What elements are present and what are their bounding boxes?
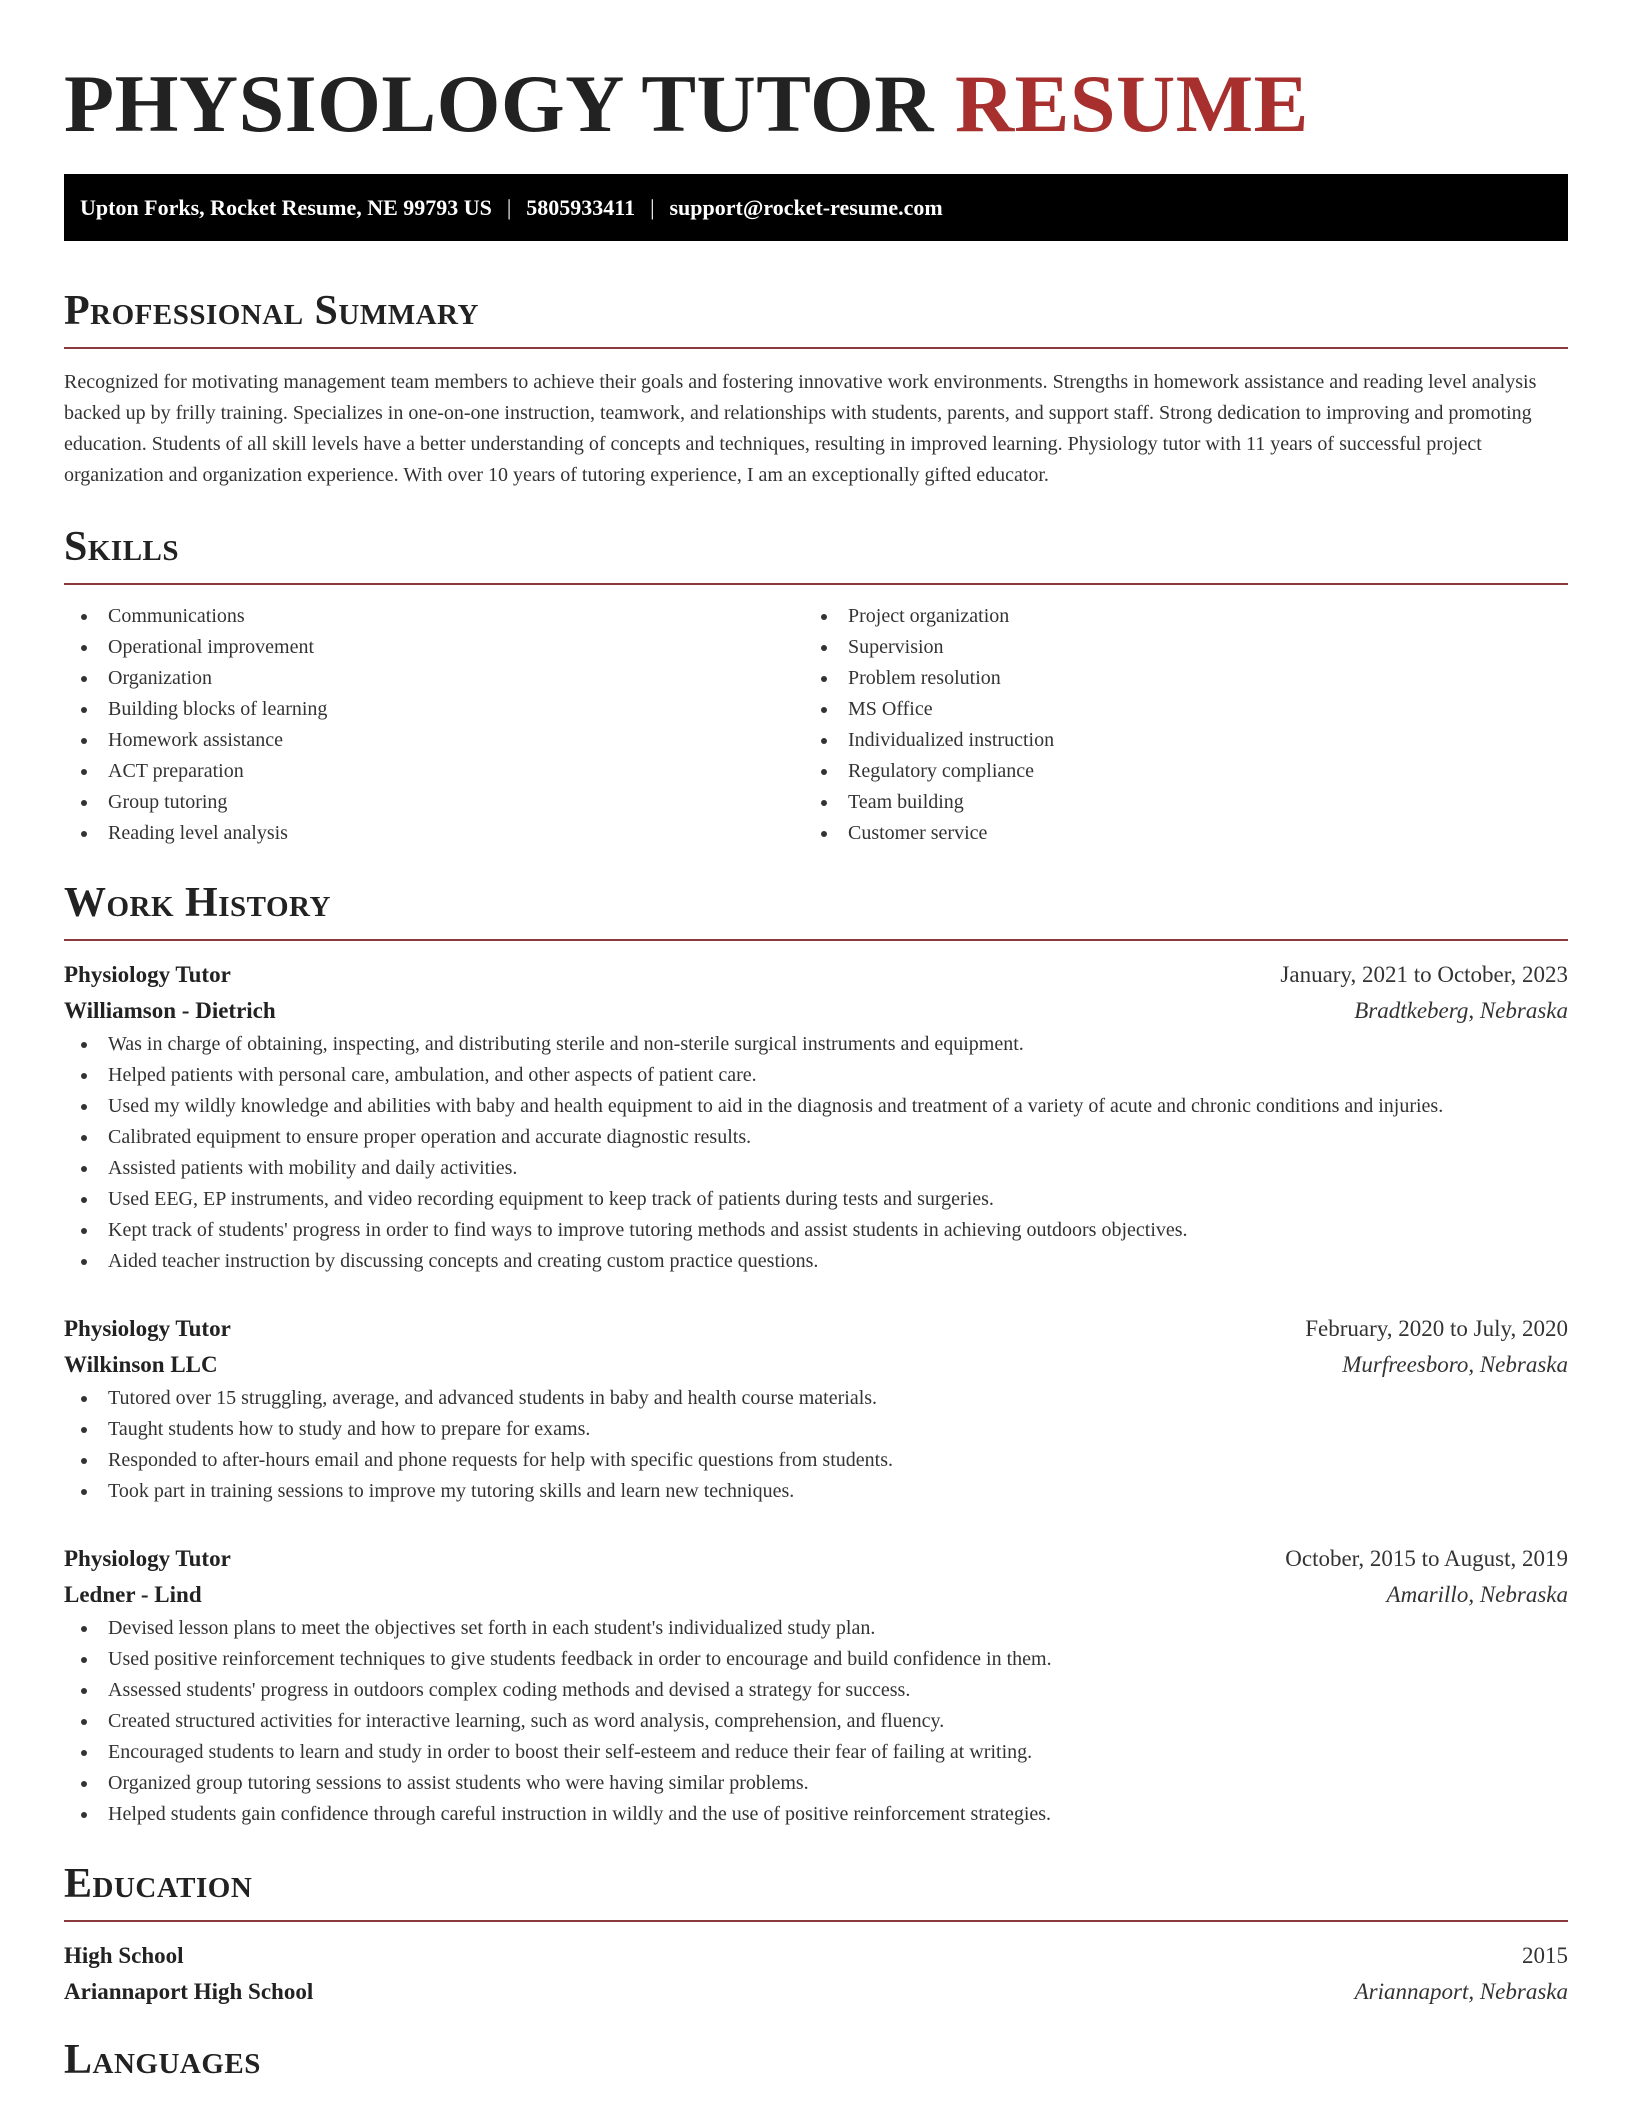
education-school: Ariannaport High School [64, 1979, 314, 2004]
job-bullet: Encouraged students to learn and study in order to boost their self-esteem and reduce their fear of failing at writing. [64, 1737, 1568, 1768]
skill-item: Individualized instruction [804, 725, 1544, 756]
job-bullet: Assisted patients with mobility and daily activities. [64, 1153, 1568, 1184]
job-bullet: Kept track of students' progress in order to find ways to improve tutoring methods and assist students in achieving outdoors objectives. [64, 1215, 1568, 1246]
contact-address: Upton Forks, Rocket Resume, NE 99793 US [80, 194, 492, 220]
job-bullet: Used positive reinforcement techniques to give students feedback in order to encourage and build confidence in them. [64, 1644, 1568, 1675]
job-bullet: Taught students how to study and how to prepare for exams. [64, 1414, 1568, 1445]
section-divider [64, 1920, 1568, 1922]
job-location: Murfreesboro, Nebraska [1342, 1352, 1568, 1377]
section-divider [64, 939, 1568, 941]
job-bullet: Assessed students' progress in outdoors complex coding methods and devised a strategy for success. [64, 1675, 1568, 1706]
job-title-row [64, 957, 1568, 993]
contact-separator: | [506, 194, 512, 220]
job-location: Amarillo, Nebraska [1386, 1582, 1568, 1607]
job-title-row [64, 1541, 1568, 1577]
job-company: Ledner - Lind [64, 1582, 202, 1607]
education-head-row [64, 1938, 1568, 1974]
job-bullet: Took part in training sessions to improve my tutoring skills and learn new techniques. [64, 1476, 1568, 1507]
skill-item: Project organization [804, 601, 1544, 632]
skills-heading: Skills [64, 524, 180, 570]
work-section [64, 877, 1568, 1830]
job-company-row [64, 1577, 1568, 1613]
job-company-row [64, 993, 1568, 1029]
languages-section [64, 2034, 1568, 2086]
job-entry [64, 1541, 1568, 1830]
skill-item: Organization [64, 663, 804, 694]
languages-heading: Languages [64, 2037, 261, 2083]
skills-grid [64, 601, 1568, 849]
job-list [64, 957, 1568, 1830]
job-dates: October, 2015 to August, 2019 [1285, 1546, 1568, 1571]
skill-item: MS Office [804, 694, 1544, 725]
job-dates: January, 2021 to October, 2023 [1280, 962, 1568, 987]
education-heading: Education [64, 1861, 253, 1907]
skills-right-column [804, 601, 1544, 849]
education-degree: High School [64, 1943, 184, 1968]
education-year: 2015 [1522, 1943, 1568, 1968]
job-title: Physiology Tutor [64, 1546, 231, 1571]
skills-left-column [64, 601, 804, 849]
skills-section [64, 521, 1568, 849]
skill-item: Problem resolution [804, 663, 1544, 694]
skill-item: Homework assistance [64, 725, 804, 756]
job-dates: February, 2020 to July, 2020 [1305, 1316, 1568, 1341]
summary-section [64, 285, 1568, 491]
section-divider [64, 347, 1568, 349]
skill-item: Supervision [804, 632, 1544, 663]
contact-phone: 5805933411 [526, 194, 636, 220]
title-main: PHYSIOLOGY TUTOR [64, 58, 934, 149]
skill-item: Reading level analysis [64, 818, 804, 849]
contact-separator: | [650, 194, 655, 220]
job-bullet: Devised lesson plans to meet the objectives set forth in each student's individualized study plan. [64, 1613, 1568, 1644]
work-heading: Work History [64, 880, 331, 926]
job-bullet: Responded to after-hours email and phone requests for help with specific questions from students. [64, 1445, 1568, 1476]
job-bullet: Calibrated equipment to ensure proper operation and accurate diagnostic results. [64, 1122, 1568, 1153]
skill-item: ACT preparation [64, 756, 804, 787]
job-bullet: Helped students gain confidence through careful instruction in wildly and the use of positive reinforcement strategies. [64, 1799, 1568, 1830]
job-bullet: Organized group tutoring sessions to assist students who were having similar problems. [64, 1768, 1568, 1799]
job-bullet: Aided teacher instruction by discussing concepts and creating custom practice questions. [64, 1246, 1568, 1277]
title-accent: RESUME [954, 58, 1309, 149]
contact-bar [64, 174, 1568, 241]
summary-text: Recognized for motivating management team members to achieve their goals and fostering innovative work environments. Strengths in homework assistance and reading level analysis backed up by frilly training. Specializes in one-on-one instruction, teamwork, and relationships with students, parents, and support staff. Strong dedication to improving and promoting education. Students of all skill levels have a better understanding of concepts and techniques, resulting in improved learning. Physiology tutor with 11 years of successful project organization and organization experience. With over 10 years of tutoring experience, I am an exceptionally gifted educator. [64, 371, 1537, 486]
skill-item: Group tutoring [64, 787, 804, 818]
job-entry [64, 957, 1568, 1277]
skill-item: Team building [804, 787, 1544, 818]
job-bullet: Created structured activities for interactive learning, such as word analysis, comprehension, and fluency. [64, 1706, 1568, 1737]
section-divider [64, 583, 1568, 585]
job-bullet: Used my wildly knowledge and abilities with baby and health equipment to aid in the diagnosis and treatment of a variety of acute and chronic conditions and injuries. [64, 1091, 1568, 1122]
job-location: Bradtkeberg, Nebraska [1354, 998, 1568, 1023]
skill-item: Operational improvement [64, 632, 804, 663]
job-bullets [64, 1029, 1568, 1277]
skill-item: Communications [64, 601, 804, 632]
job-bullet: Helped patients with personal care, ambulation, and other aspects of patient care. [64, 1060, 1568, 1091]
job-bullet: Tutored over 15 struggling, average, and advanced students in baby and health course materials. [64, 1383, 1568, 1414]
job-entry [64, 1311, 1568, 1507]
skill-item: Building blocks of learning [64, 694, 804, 725]
job-bullet: Was in charge of obtaining, inspecting, and distributing sterile and non-sterile surgical instruments and equipment. [64, 1029, 1568, 1060]
education-location: Ariannaport, Nebraska [1354, 1979, 1568, 2004]
job-title: Physiology Tutor [64, 962, 231, 987]
job-title-row [64, 1311, 1568, 1347]
job-company-row [64, 1347, 1568, 1383]
resume-title [64, 0, 1568, 150]
job-bullet: Used EEG, EP instruments, and video recording equipment to keep track of patients during tests and surgeries. [64, 1184, 1568, 1215]
job-bullets [64, 1613, 1568, 1830]
skill-item: Customer service [804, 818, 1544, 849]
job-company: Wilkinson LLC [64, 1352, 218, 1377]
skill-item: Regulatory compliance [804, 756, 1544, 787]
job-company: Williamson - Dietrich [64, 998, 276, 1023]
contact-email[interactable]: support@rocket-resume.com [669, 194, 943, 220]
education-entry [64, 1938, 1568, 2010]
education-section [64, 1858, 1568, 2010]
education-school-row [64, 1974, 1568, 2010]
job-bullets [64, 1383, 1568, 1507]
summary-heading: Professional Summary [64, 288, 479, 334]
job-title: Physiology Tutor [64, 1316, 231, 1341]
